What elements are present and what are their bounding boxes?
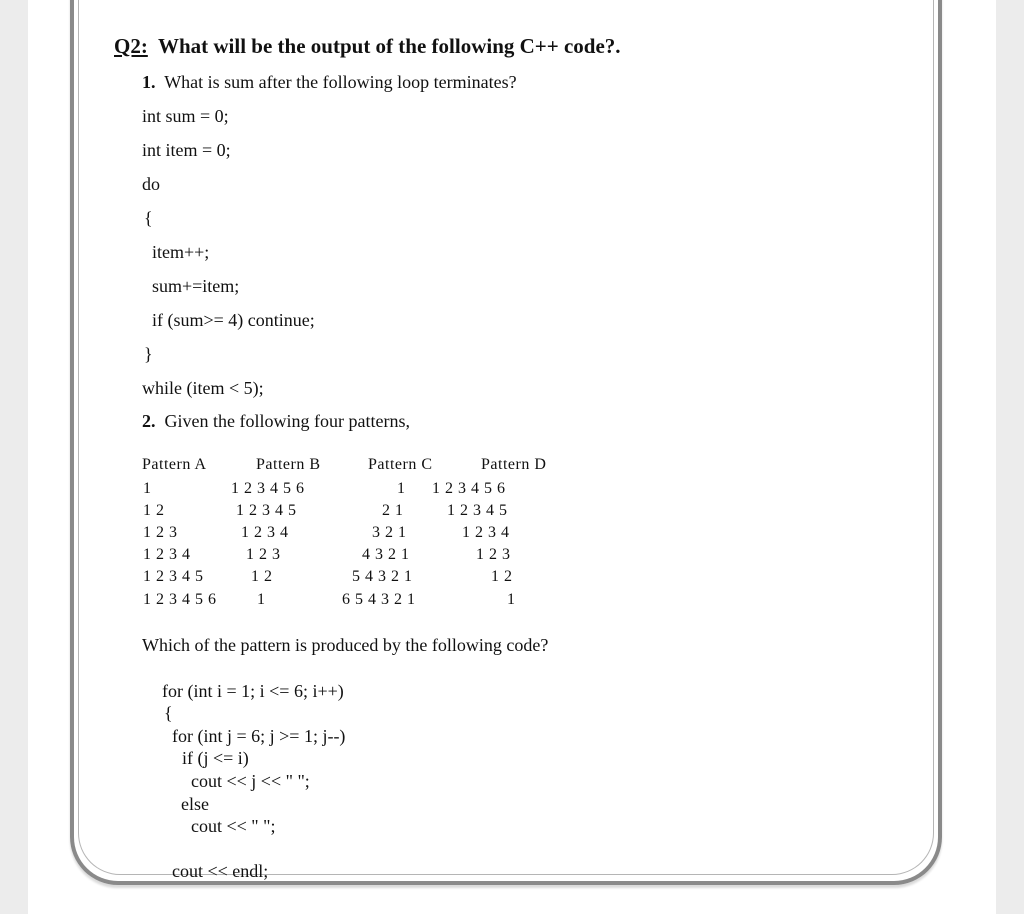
pattern-b-header: Pattern B: [256, 456, 321, 473]
pattern-b-row: 1 2 3 4: [241, 524, 289, 541]
code-line: }: [144, 344, 153, 364]
code-line: int sum = 0;: [142, 106, 229, 126]
question-title: What will be the output of the following C++ code?.: [157, 34, 621, 58]
code-line: while (item < 5);: [142, 378, 264, 398]
part1-heading: [142, 73, 517, 91]
pattern-c-row: 3 2 1: [372, 524, 407, 541]
pattern-d-row: 1 2 3: [476, 546, 511, 563]
pattern-d-row: 1 2: [491, 568, 513, 585]
code-line: else: [181, 794, 209, 814]
question-heading: [114, 36, 621, 57]
code-line: cout << " ";: [191, 816, 276, 836]
code-line: cout << endl;: [172, 861, 269, 881]
pattern-c-row: 2 1: [382, 502, 404, 519]
part2-prompt: Given the following four patterns,: [164, 411, 410, 431]
pattern-d-row: 1: [507, 591, 516, 608]
code-line: cout << j << " ";: [191, 771, 310, 791]
pattern-b-row: 1 2 3 4 5 6: [231, 480, 305, 497]
code-line: sum+=item;: [152, 276, 240, 296]
part1-label: 1.: [142, 72, 156, 92]
pattern-a-row: 1 2: [143, 502, 165, 519]
pattern-a-row: 1 2 3 4 5 6: [143, 591, 217, 608]
part2-heading: [142, 412, 410, 430]
code-line: {: [144, 208, 153, 228]
pattern-a-row: 1: [143, 480, 152, 497]
pattern-c-row: 6 5 4 3 2 1: [342, 591, 416, 608]
pattern-d-row: 1 2 3 4: [462, 524, 510, 541]
pattern-d-row: 1 2 3 4 5: [447, 502, 508, 519]
pattern-a-row: 1 2 3: [143, 524, 178, 541]
code-line: if (sum>= 4) continue;: [152, 310, 315, 330]
pattern-a-header: Pattern A: [142, 456, 207, 473]
pattern-a-row: 1 2 3 4 5: [143, 568, 204, 585]
pattern-c-row: 4 3 2 1: [362, 546, 410, 563]
pattern-d-row: 1 2 3 4 5 6: [432, 480, 506, 497]
pattern-b-row: 1 2: [251, 568, 273, 585]
code-line: int item = 0;: [142, 140, 231, 160]
part2-question: Which of the pattern is produced by the following code?: [142, 635, 549, 655]
code-line: for (int j = 6; j >= 1; j--): [172, 726, 346, 746]
code-line: do: [142, 174, 160, 194]
pattern-c-header: Pattern C: [368, 456, 433, 473]
question-number: Q2:: [114, 34, 148, 58]
pattern-c-row: 1: [397, 480, 406, 497]
code-line: {: [164, 703, 173, 723]
pattern-b-row: 1: [257, 591, 266, 608]
pattern-b-row: 1 2 3 4 5: [236, 502, 297, 519]
pattern-b-row: 1 2 3: [246, 546, 281, 563]
code-line: if (j <= i): [182, 748, 249, 768]
pattern-c-row: 5 4 3 2 1: [352, 568, 413, 585]
pattern-a-row: 1 2 3 4: [143, 546, 191, 563]
part1-prompt: What is sum after the following loop terminates?: [164, 72, 517, 92]
code-line: item++;: [152, 242, 210, 262]
pattern-d-header: Pattern D: [481, 456, 547, 473]
part2-label: 2.: [142, 411, 156, 431]
code-line: for (int i = 1; i <= 6; i++): [162, 681, 344, 701]
